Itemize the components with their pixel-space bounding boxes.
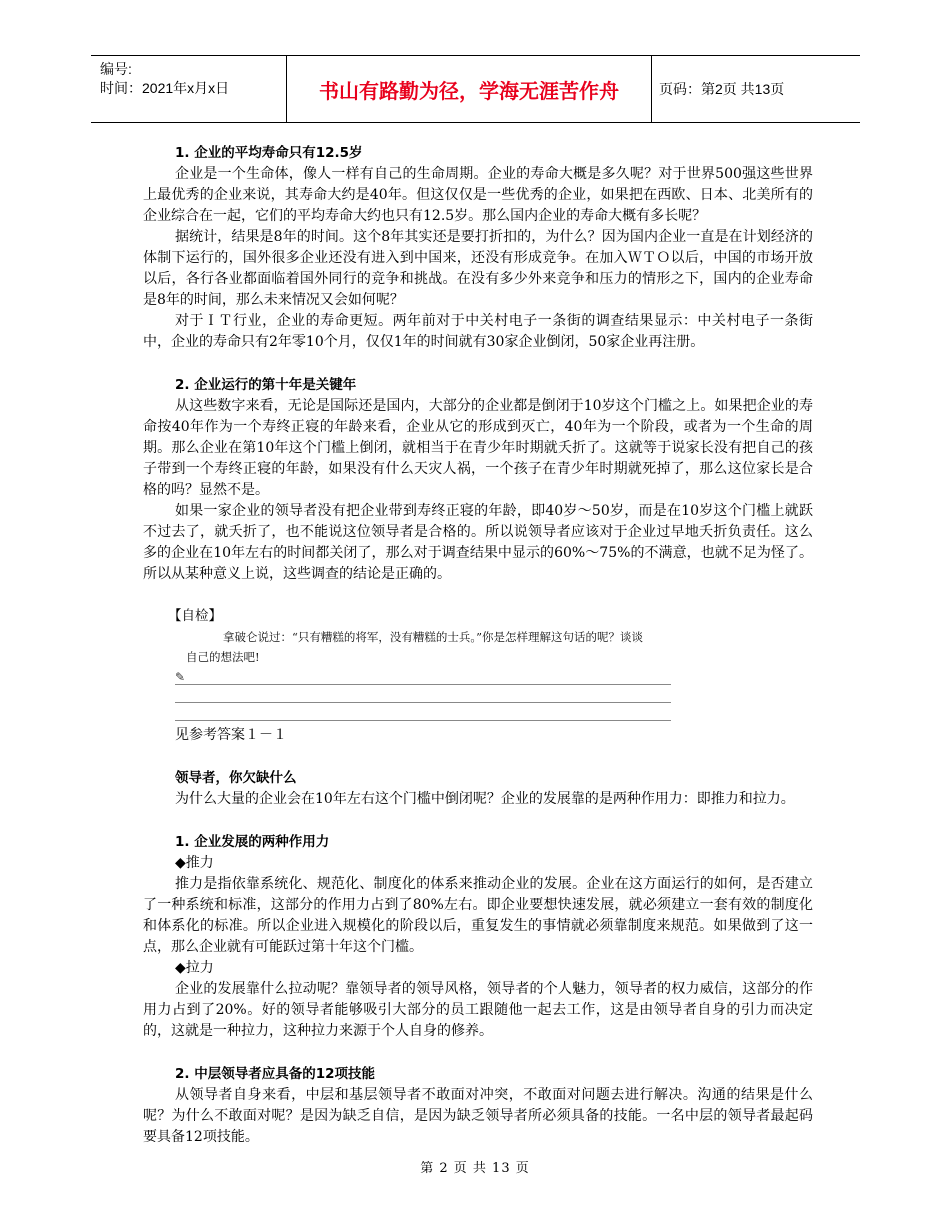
paragraph: 从这些数字来看，无论是国际还是国内，大部分的企业都是倒闭于10岁这个门槛之上。如果把企业的寿命按40年作为一个寿终正寝的年龄来看，企业从它的形成到灭亡，40年为一个阶段，或者为一个生命的周期。那么企业在第10年这个门槛上倒闭，就相当于在青少年时期就夭折了。这就等于说家长没有把自己的孩子带到一个寿终正寝的年龄，如果没有什么天灾人祸，一个孩子在青少年时期就死掉了，那么这位家长是合格的吗？显然不是。 bbox=[143, 398, 813, 498]
header-motto: 书山有路勤为径，学海无涯苦作舟 bbox=[319, 78, 619, 103]
answer-line bbox=[175, 703, 671, 721]
paragraph: 据统计，结果是8年的时间。这个8年其实还是要打折扣的，为什么？因为国内企业一直是在计划经济的体制下运行的，国外很多企业还没有进入到中国来，还没有形成竞争。在加入ＷＴＯ以后，中国的市场开放以后，各行各业都面临着国外同行的竞争和挑战。在没有多少外来竞争和压力的情形之下，国内的企业寿命是8年的时间，那么未来情况又会如何呢？ bbox=[143, 229, 813, 308]
self-check-label: 【自检】 bbox=[168, 608, 222, 624]
page-footer: 第 2 页 共 13 页 bbox=[420, 1161, 530, 1176]
number-label: 编号: bbox=[100, 61, 132, 77]
body-content bbox=[143, 142, 813, 1148]
header-page-info: 页码：第2页 共13页 bbox=[659, 81, 785, 97]
spacer bbox=[143, 1042, 813, 1063]
paragraph: 推力是指依靠系统化、规范化、制度化的体系来推动企业的发展。企业在这方面运行的如何，是否建立了一种系统和标准，这部分的作用力占到了80%左右。即企业要想快速发展，就必须建立一套有效的制度化和体系化的标准。所以企业进入规模化的阶段以后，重复发生的事情就必须靠制度来规范。如果做到了这一点，那么企业就有可能跃过第十年这个门槛。 bbox=[143, 876, 813, 955]
spacer bbox=[143, 746, 813, 767]
header-divider bbox=[651, 56, 652, 122]
spacer bbox=[143, 810, 813, 831]
paragraph: 为什么大量的企业会在10年左右这个门槛中倒闭呢？企业的发展靠的是两种作用力：即推力和拉力。 bbox=[175, 791, 795, 807]
answer-line bbox=[175, 685, 671, 703]
paragraph: 企业的发展靠什么拉动呢？靠领导者的领导风格，领导者的个人魅力，领导者的权力威信，这部分的作用力占到了20%。好的领导者能够吸引大部分的员工跟随他一起去工作，这是由领导者自身的引力而决定的，这就是一种拉力，这种拉力来源于个人自身的修养。 bbox=[143, 981, 813, 1039]
answer-line bbox=[175, 667, 671, 685]
section-heading: 1. 企业的平均寿命只有12.5岁 bbox=[175, 145, 363, 161]
paragraph: 企业是一个生命体，像人一样有自己的生命周期。企业的寿命大概是多久呢？对于世界500强这些世界上最优秀的企业来说，其寿命大约是40年。但这仅仅是一些优秀的企业，如果把在西欧、日本、北美所有的企业综合在一起，它们的平均寿命大约也只有12.5岁。那么国内企业的寿命大概有多长呢？ bbox=[143, 166, 813, 224]
header-table bbox=[91, 55, 860, 123]
question-line: 自己的想法吧! bbox=[186, 650, 260, 664]
bullet-pull: ◆拉力 bbox=[175, 960, 214, 976]
section-heading: 2. 中层领导者应具备的12项技能 bbox=[175, 1066, 376, 1082]
spacer bbox=[143, 353, 813, 374]
paragraph: 如果一家企业的领导者没有把企业带到寿终正寝的年龄，即40岁～50岁，而是在10岁这个门槛上就跃不过去了，就夭折了，也不能说这位领导者是合格的。所以说领导者应该对于企业过早地夭折负责任。这么多的企业在10年左右的时间都关闭了，那么对于调查结果中显示的60%～75%的不满意，也就不足为怪了。所以从某种意义上说，这些调查的结论是正确的。 bbox=[143, 503, 813, 582]
paragraph: 对于ＩＴ行业，企业的寿命更短。两年前对于中关村电子一条街的调查结果显示：中关村电子一条街中，企业的寿命只有2年零10个月，仅仅1年的时间就有30家企业倒闭，50家企业再注册。 bbox=[143, 313, 813, 350]
section-heading: 2. 企业运行的第十年是关键年 bbox=[175, 377, 357, 393]
section-heading: 1. 企业发展的两种作用力 bbox=[175, 834, 330, 850]
pencil-icon: ✎ bbox=[175, 670, 186, 684]
time-label: 时间：2021年x月x日 bbox=[100, 80, 230, 96]
question-line: 拿破仑说过：“只有糟糕的将军，没有糟糕的士兵。”你是怎样理解这句话的呢？谈谈 bbox=[223, 630, 644, 644]
section-heading: 领导者，你欠缺什么 bbox=[175, 770, 297, 786]
answer-reference: 见参考答案１－１ bbox=[175, 727, 287, 743]
bullet-push: ◆推力 bbox=[175, 855, 214, 871]
paragraph: 从领导者自身来看，中层和基层领导者不敢面对冲突，不敢面对问题去进行解决。沟通的结果是什么呢？为什么不敢面对呢？是因为缺乏自信，是因为缺乏领导者所必须具备的技能。一名中层的领导者最起码要具备12项技能。 bbox=[143, 1087, 813, 1145]
self-check-question bbox=[168, 627, 813, 667]
header-meta bbox=[100, 60, 229, 98]
spacer bbox=[143, 585, 813, 606]
